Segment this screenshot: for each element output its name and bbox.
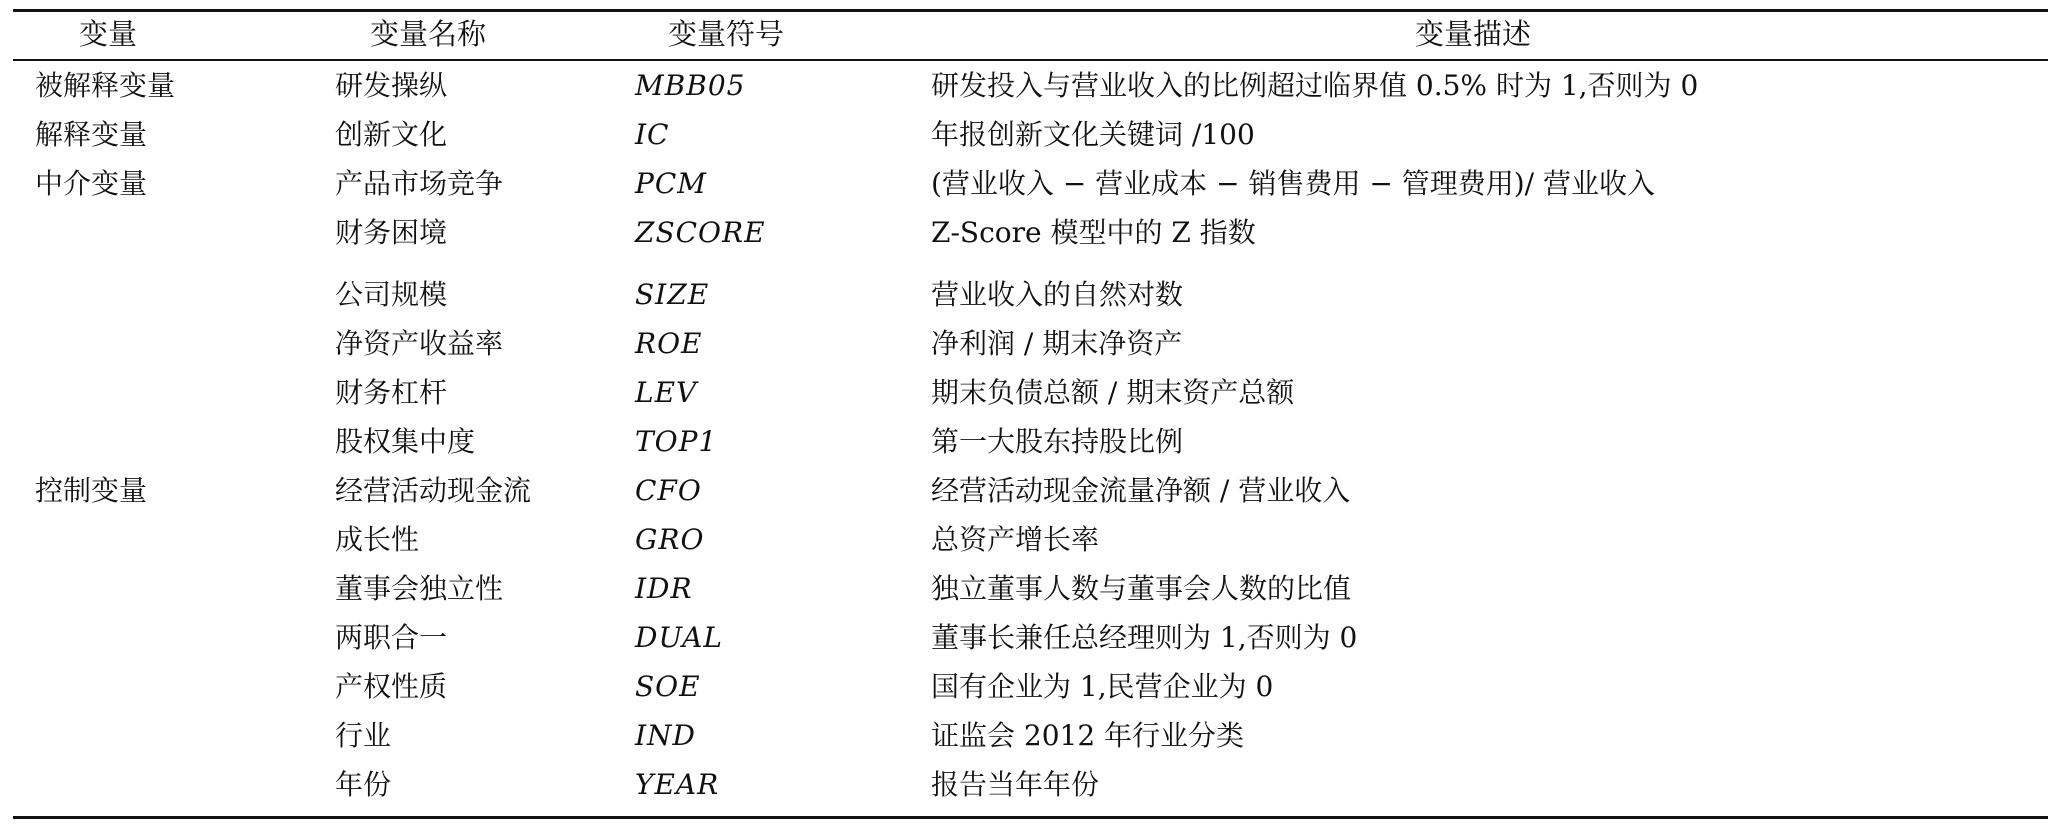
row-category: 中介变量 [35,167,148,200]
row-description: 研发投入与营业收入的比例超过临界值 0.5% 时为 1,否则为 0 [931,69,1699,102]
header-rule [13,59,2048,61]
variable-definition-table [13,0,2048,832]
row-name: 产权性质 [335,670,448,703]
row-description: Z-Score 模型中的 Z 指数 [931,216,1256,249]
row-name: 产品市场竞争 [335,167,504,200]
row-description: 独立董事人数与董事会人数的比值 [931,572,1352,605]
table-row [13,273,2048,322]
row-symbol: ROE [635,327,703,360]
row-description: 期末负债总额 / 期末资产总额 [931,376,1295,409]
header-name: 变量名称 [369,17,486,51]
table-row [13,322,2048,371]
table-row [13,567,2048,616]
table-header-row [13,12,2048,58]
row-description: 年报创新文化关键词 /100 [931,118,1255,151]
row-symbol: PCM [635,167,707,200]
header-category: 变量 [78,17,137,51]
table-body [13,64,2048,812]
table-row [13,211,2048,273]
row-symbol: IDR [635,572,693,605]
row-symbol: DUAL [635,621,723,654]
row-name: 创新文化 [335,118,448,151]
row-name: 成长性 [335,523,420,556]
row-description: 国有企业为 1,民营企业为 0 [931,670,1274,703]
row-symbol: CFO [635,474,702,507]
row-name: 行业 [335,719,392,752]
row-name: 财务杠杆 [335,376,448,409]
table-row [13,763,2048,812]
row-name: 董事会独立性 [335,572,504,605]
row-symbol: SOE [635,670,701,703]
row-name: 公司规模 [335,278,448,311]
row-description: (营业收入 − 营业成本 − 销售费用 − 管理费用)/ 营业收入 [931,167,1655,200]
row-symbol: YEAR [635,768,720,801]
table-row [13,665,2048,714]
row-name: 年份 [335,768,392,801]
row-description: 净利润 / 期末净资产 [931,327,1183,360]
row-description: 经营活动现金流量净额 / 营业收入 [931,474,1351,507]
row-category: 被解释变量 [35,69,176,102]
row-symbol: ZSCORE [635,216,766,249]
row-description: 证监会 2012 年行业分类 [931,719,1245,752]
row-symbol: IND [635,719,697,752]
table-row [13,162,2048,211]
row-category: 控制变量 [35,474,148,507]
table-row [13,469,2048,518]
header-description: 变量描述 [1414,17,1531,51]
table-row [13,113,2048,162]
row-name: 股权集中度 [335,425,476,458]
table-row [13,616,2048,665]
row-name: 净资产收益率 [335,327,504,360]
row-description: 总资产增长率 [931,523,1100,556]
row-description: 第一大股东持股比例 [931,425,1184,458]
table-row [13,714,2048,763]
row-category: 解释变量 [35,118,148,151]
row-description: 报告当年年份 [931,768,1100,801]
row-description: 董事长兼任总经理则为 1,否则为 0 [931,621,1358,654]
row-name: 经营活动现金流 [335,474,532,507]
row-symbol: LEV [635,376,698,409]
row-symbol: TOP1 [635,425,718,458]
row-name: 财务困境 [335,216,448,249]
header-symbol: 变量符号 [667,17,784,51]
table-row [13,518,2048,567]
table-row [13,64,2048,113]
row-symbol: SIZE [635,278,710,311]
row-name: 两职合一 [335,621,448,654]
row-symbol: IC [635,118,670,151]
bottom-rule [13,816,2048,819]
row-symbol: MBB05 [635,69,746,102]
row-description: 营业收入的自然对数 [931,278,1184,311]
table-row [13,420,2048,469]
row-symbol: GRO [635,523,705,556]
table-row [13,371,2048,420]
row-name: 研发操纵 [335,69,448,102]
